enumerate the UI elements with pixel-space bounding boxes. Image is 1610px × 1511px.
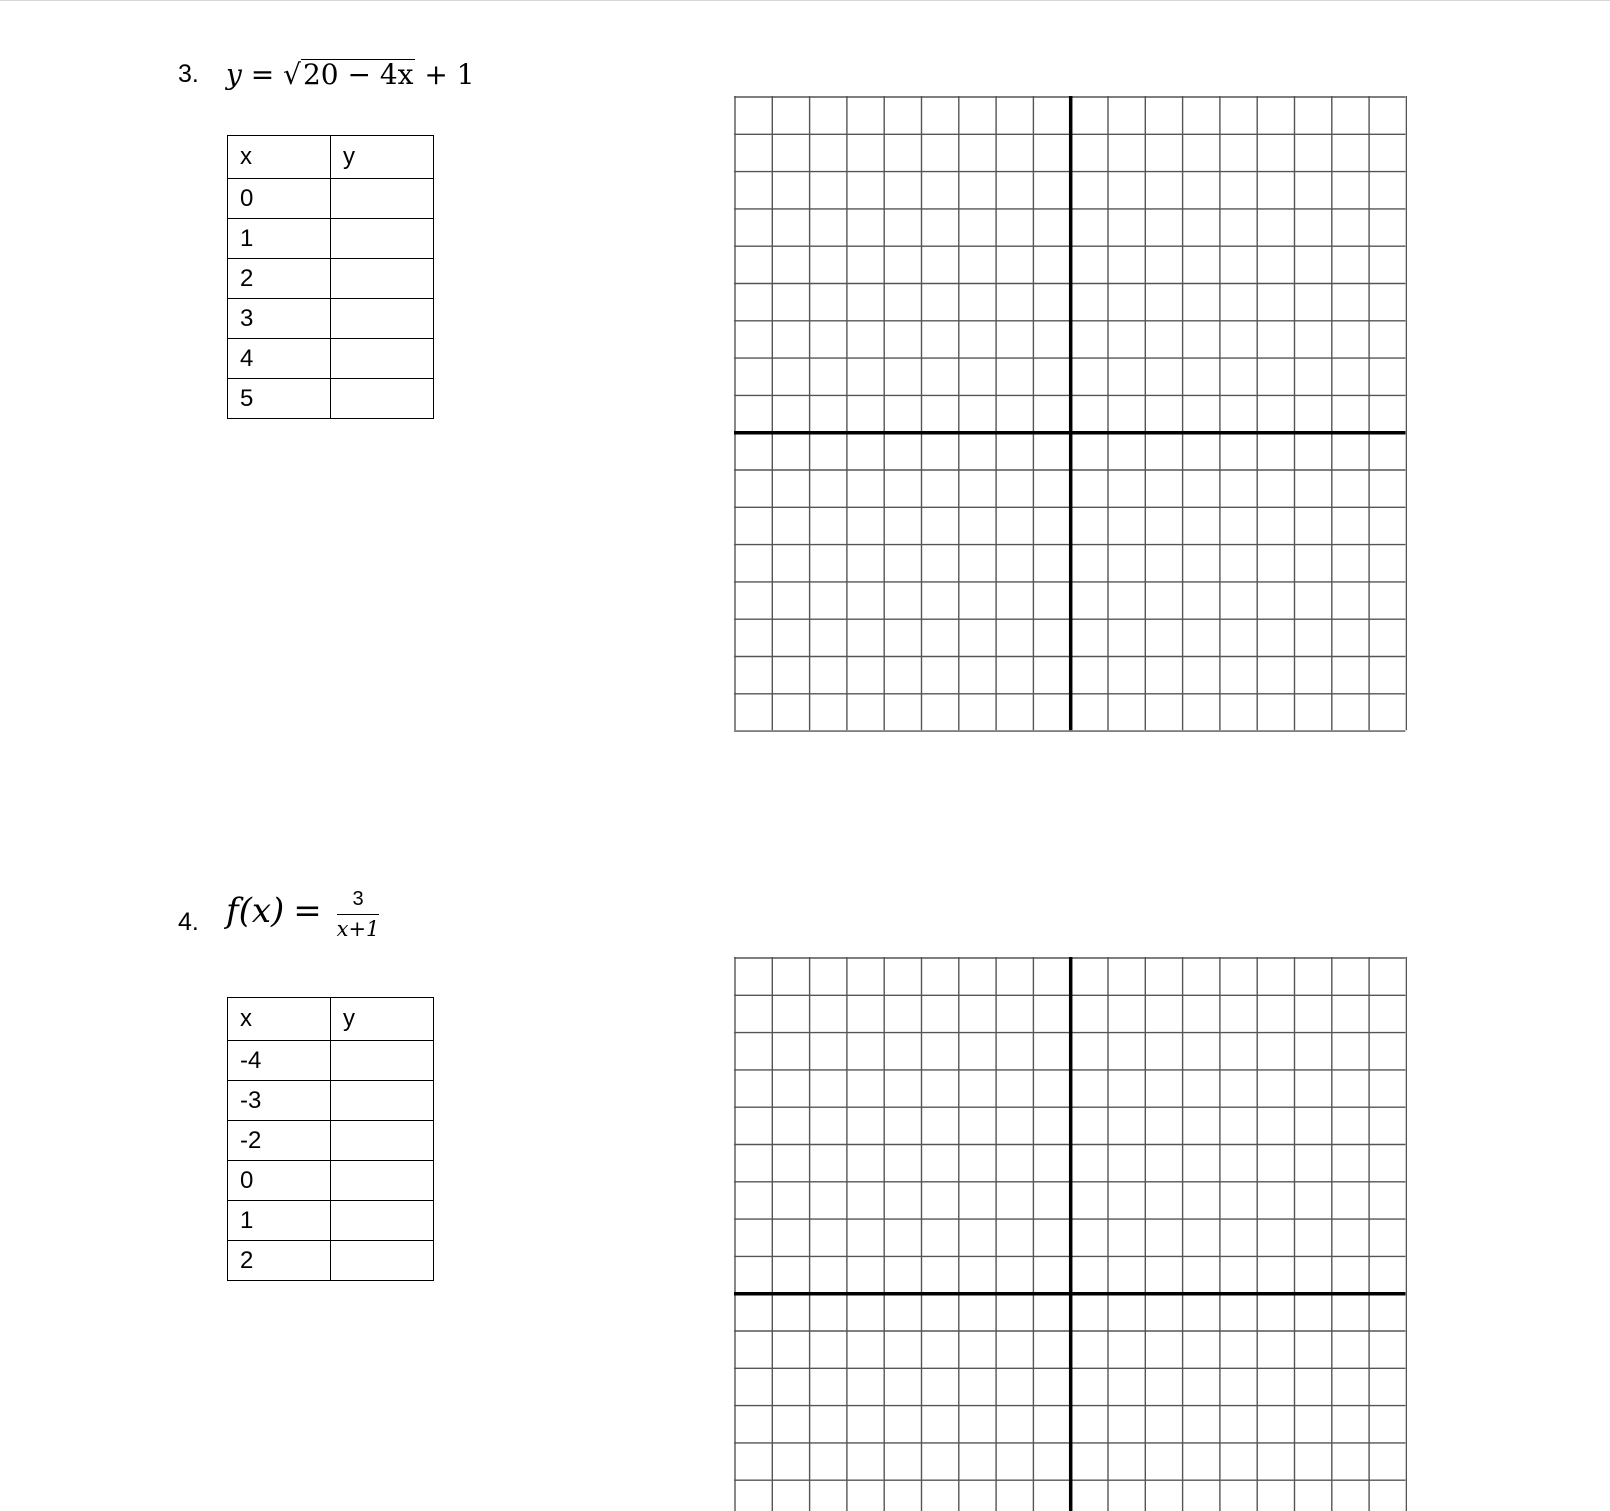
fraction-denominator: x+1 — [336, 917, 380, 941]
x-cell: 0 — [228, 179, 331, 219]
x-cell: -3 — [228, 1081, 331, 1121]
header-y: y — [331, 136, 434, 179]
problem-4-table — [227, 997, 434, 1281]
table-header-row — [228, 136, 434, 179]
y-cell[interactable] — [331, 1161, 434, 1201]
problem-4-coordinate-grid[interactable] — [734, 957, 1407, 1511]
y-cell[interactable] — [331, 1201, 434, 1241]
table-row — [228, 339, 434, 379]
y-cell[interactable] — [331, 179, 434, 219]
problem-3-number: 3. — [178, 60, 199, 88]
y-cell[interactable] — [331, 299, 434, 339]
table-row — [228, 219, 434, 259]
x-cell: 2 — [228, 1241, 331, 1281]
table-row — [228, 259, 434, 299]
y-cell[interactable] — [331, 379, 434, 419]
y-cell[interactable] — [331, 1041, 434, 1081]
problem-3-coordinate-grid[interactable] — [734, 96, 1407, 736]
equation-equals: = — [293, 891, 322, 931]
problem-3-equation — [226, 58, 475, 91]
fraction — [337, 888, 380, 941]
table-row — [228, 1041, 434, 1081]
problem-4-number: 4. — [178, 908, 199, 936]
equation-fx: f(x) — [226, 891, 285, 931]
table-row — [228, 299, 434, 339]
table-header-row — [228, 998, 434, 1041]
x-cell: 2 — [228, 259, 331, 299]
problem-3-table — [227, 135, 434, 419]
y-cell[interactable] — [331, 259, 434, 299]
problem-4-equation — [226, 888, 379, 941]
equation-plus-one: + 1 — [424, 58, 475, 91]
y-cell[interactable] — [331, 219, 434, 259]
table-row — [228, 1241, 434, 1281]
header-y: y — [331, 998, 434, 1041]
table-row — [228, 379, 434, 419]
header-x: x — [228, 136, 331, 179]
y-cell[interactable] — [331, 1121, 434, 1161]
x-cell: -4 — [228, 1041, 331, 1081]
x-cell: 3 — [228, 299, 331, 339]
square-root: √20 − 4x — [283, 58, 414, 91]
table-row — [228, 1121, 434, 1161]
table-row — [228, 1201, 434, 1241]
page-top-rule — [0, 0, 1610, 1]
radicand: 20 − 4x — [302, 58, 414, 91]
x-cell: 5 — [228, 379, 331, 419]
x-cell: 1 — [228, 219, 331, 259]
table-row — [228, 179, 434, 219]
x-cell: 0 — [228, 1161, 331, 1201]
equation-y: y — [226, 58, 242, 91]
fraction-numerator: 3 — [337, 888, 380, 915]
table-row — [228, 1161, 434, 1201]
y-cell[interactable] — [331, 1081, 434, 1121]
y-cell[interactable] — [331, 1241, 434, 1281]
x-cell: 4 — [228, 339, 331, 379]
x-cell: -2 — [228, 1121, 331, 1161]
y-cell[interactable] — [331, 339, 434, 379]
equation-equals: = — [250, 58, 275, 91]
x-cell: 1 — [228, 1201, 331, 1241]
header-x: x — [228, 998, 331, 1041]
table-row — [228, 1081, 434, 1121]
